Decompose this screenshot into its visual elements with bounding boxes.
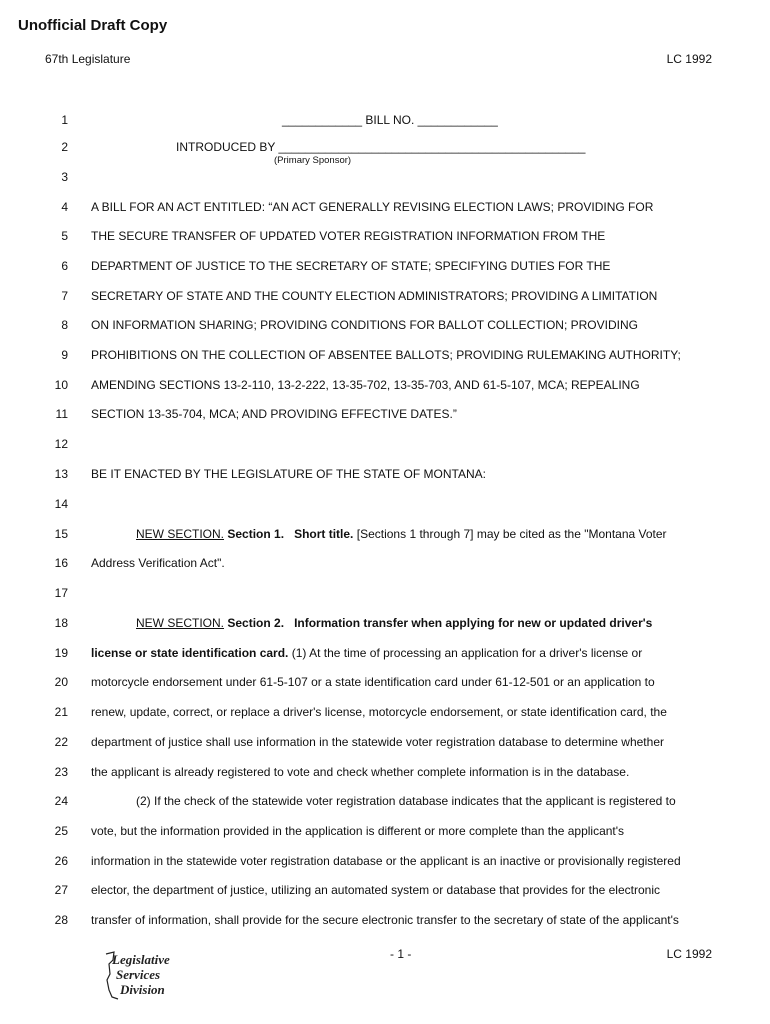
- line-text: department of justice shall use information in the statewide voter registration database to determine whether: [91, 735, 664, 749]
- line-number: 9: [61, 348, 68, 362]
- primary-sponsor-label: (Primary Sponsor): [274, 155, 352, 166]
- line-text: transfer of information, shall provide for the secure electronic transfer to the secretary of state of the applicant's: [91, 913, 679, 927]
- bill-line-23: [0, 765, 770, 785]
- bill-line-11: [0, 407, 770, 427]
- bill-line-24: [0, 794, 770, 814]
- line-number: 28: [54, 913, 68, 927]
- logo-word-1: Legislative: [112, 952, 170, 967]
- line-number: 16: [54, 556, 68, 570]
- logo-word-3: Division: [120, 982, 165, 997]
- line-number: 24: [54, 794, 68, 808]
- section-heading: Information transfer when applying for new or updated driver's: [294, 616, 653, 630]
- line-text: elector, the department of justice, utilizing an automated system or database that provides for the electronic: [91, 883, 660, 897]
- watermark-title: Unofficial Draft Copy: [18, 17, 168, 34]
- line-number: 2: [61, 140, 68, 154]
- bill-line-13: [0, 467, 770, 487]
- new-section-label: NEW SECTION.: [136, 616, 225, 630]
- line-number: 19: [54, 646, 68, 660]
- line-text: information in the statewide voter registration database or the applicant is an inactive or provisionally registered: [91, 854, 681, 868]
- lc-number-top: LC 1992: [666, 52, 712, 66]
- bill-line-10: [0, 378, 770, 398]
- legislative-services-division-logo: [100, 950, 190, 1000]
- line-text: [136, 527, 667, 541]
- bill-line-1: [0, 113, 770, 133]
- bill-line-26: [0, 854, 770, 874]
- bill-number-line: ____________ BILL NO. ____________: [282, 113, 498, 127]
- line-number: 12: [54, 437, 68, 451]
- line-text: the applicant is already registered to vote and check whether complete information is in the database.: [91, 765, 630, 779]
- line-text: Address Verification Act".: [91, 556, 225, 570]
- line-number: 1: [61, 113, 68, 127]
- line-text: AMENDING SECTIONS 13-2-110, 13-2-222, 13-35-702, 13-35-703, AND 61-5-107, MCA; REPEALING: [91, 378, 640, 392]
- bill-line-6: [0, 259, 770, 279]
- line-text: DEPARTMENT OF JUSTICE TO THE SECRETARY OF STATE; SPECIFYING DUTIES FOR THE: [91, 259, 611, 273]
- line-number: 26: [54, 854, 68, 868]
- line-text: [91, 646, 642, 660]
- line-number: 17: [54, 586, 68, 600]
- bill-line-28: [0, 913, 770, 933]
- line-number: 21: [54, 705, 68, 719]
- line-number: 11: [55, 407, 68, 421]
- bill-line-16: [0, 556, 770, 576]
- line-text: THE SECURE TRANSFER OF UPDATED VOTER REGISTRATION INFORMATION FROM THE: [91, 229, 606, 243]
- line-number: 25: [54, 824, 68, 838]
- bill-line-27: [0, 883, 770, 903]
- bill-line-2: [0, 140, 770, 160]
- bill-line-18: [0, 616, 770, 636]
- line-number: 27: [54, 883, 68, 897]
- bill-line-4: [0, 200, 770, 220]
- line-number: 20: [54, 675, 68, 689]
- line-text: vote, but the information provided in the application is different or more complete than the applicant's: [91, 824, 625, 838]
- bill-line-20: [0, 675, 770, 695]
- bill-line-17: [0, 586, 770, 606]
- bill-line-25: [0, 824, 770, 844]
- bill-line-22: [0, 735, 770, 755]
- section-number: Section 2.: [227, 616, 285, 630]
- section-heading: Short title.: [294, 527, 354, 541]
- line-number: 5: [61, 229, 68, 243]
- line-text: [136, 616, 652, 630]
- line-number: 22: [54, 735, 68, 749]
- line-number: 7: [61, 289, 68, 303]
- line-text: A BILL FOR AN ACT ENTITLED: “AN ACT GENERALLY REVISING ELECTION LAWS; PROVIDING FOR: [91, 200, 654, 214]
- bill-line-21: [0, 705, 770, 725]
- line-text: motorcycle endorsement under 61-5-107 or a state identification card under 61-12-501 or an application to: [91, 675, 655, 689]
- line-text: SECTION 13-35-704, MCA; AND PROVIDING EFFECTIVE DATES.”: [91, 407, 457, 421]
- bill-line-3: [0, 170, 770, 190]
- bill-line-9: [0, 348, 770, 368]
- section-text: [Sections 1 through 7] may be cited as the "Montana Voter: [356, 527, 667, 541]
- line-number: 15: [54, 527, 68, 541]
- line-number: 3: [61, 170, 68, 184]
- section-heading: license or state identification card.: [91, 646, 289, 660]
- line-text: PROHIBITIONS ON THE COLLECTION OF ABSENTEE BALLOTS; PROVIDING RULEMAKING AUTHORITY;: [91, 348, 681, 362]
- line-text: (2) If the check of the statewide voter registration database indicates that the applicant is registered to: [136, 794, 676, 808]
- bill-line-14: [0, 497, 770, 517]
- new-section-label: NEW SECTION.: [136, 527, 225, 541]
- line-text: renew, update, correct, or replace a driver's license, motorcycle endorsement, or state identification card, the: [91, 705, 667, 719]
- line-number: 23: [54, 765, 68, 779]
- line-number: 4: [61, 200, 68, 214]
- page-number: - 1 -: [390, 947, 412, 961]
- line-number: 8: [61, 318, 68, 332]
- bill-line-15: [0, 527, 770, 547]
- bill-line-5: [0, 229, 770, 249]
- logo-word-2: Services: [116, 967, 161, 982]
- line-text: SECRETARY OF STATE AND THE COUNTY ELECTION ADMINISTRATORS; PROVIDING A LIMITATION: [91, 289, 658, 303]
- bill-line-7: [0, 289, 770, 309]
- line-text: ON INFORMATION SHARING; PROVIDING CONDITIONS FOR BALLOT COLLECTION; PROVIDING: [91, 318, 638, 332]
- bill-line-19: [0, 646, 770, 666]
- line-number: 18: [54, 616, 68, 630]
- bill-line-8: [0, 318, 770, 338]
- line-number: 14: [54, 497, 68, 511]
- lc-number-bottom: LC 1992: [666, 947, 712, 961]
- introduced-by-line: INTRODUCED BY ______________________________________________: [176, 140, 586, 154]
- line-number: 6: [61, 259, 68, 273]
- legislature-label: 67th Legislature: [45, 52, 131, 66]
- line-number: 10: [54, 378, 68, 392]
- section-text: (1) At the time of processing an application for a driver's license or: [291, 646, 643, 660]
- bill-line-12: [0, 437, 770, 457]
- section-number: Section 1.: [227, 527, 285, 541]
- line-number: 13: [54, 467, 68, 481]
- line-text: BE IT ENACTED BY THE LEGISLATURE OF THE STATE OF MONTANA:: [91, 467, 486, 481]
